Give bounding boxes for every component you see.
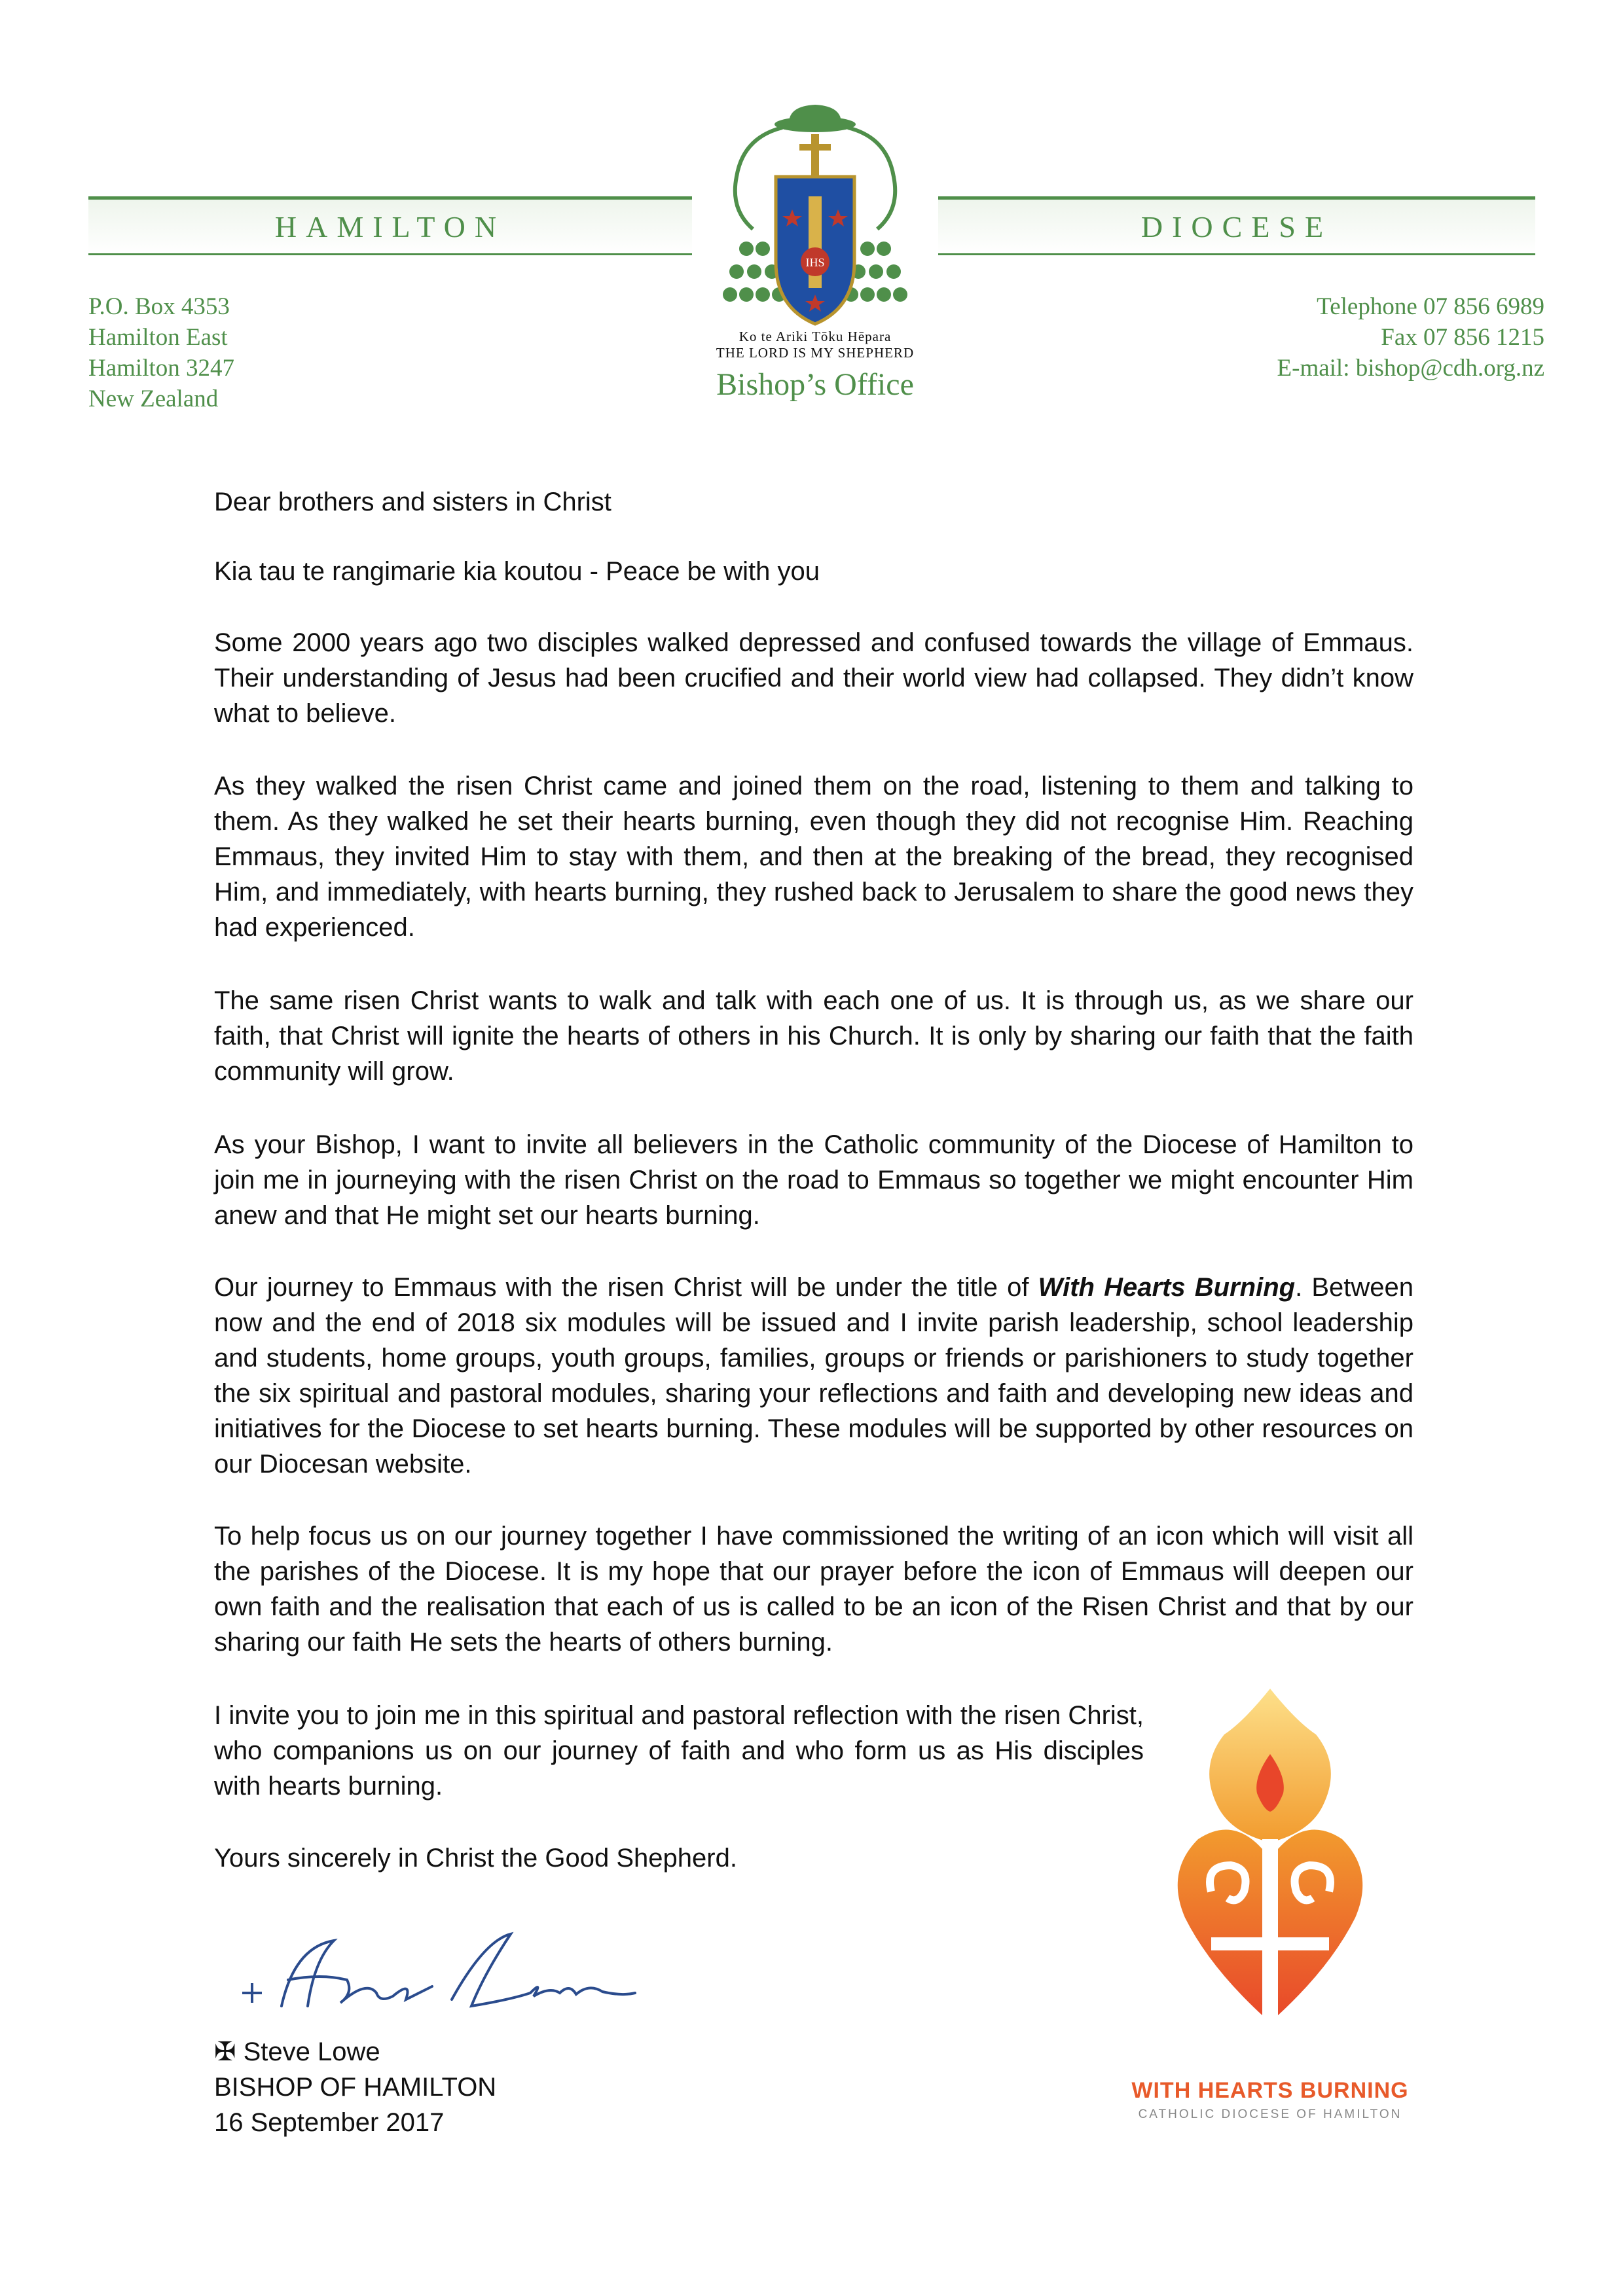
paragraph-4 (214, 1127, 1413, 1233)
paragraph-text (214, 1270, 1413, 1482)
salutation (214, 484, 1413, 520)
office-title: Bishop’s Office (716, 367, 914, 402)
crest-motto-maori: Ko te Ariki Tōku Hēpara (739, 329, 892, 344)
paragraph-5-lead: Our journey to Emmaus with the risen Christ will be under the title of (214, 1273, 1038, 1302)
logo-title: WITH HEARTS BURNING (1131, 2078, 1409, 2103)
paragraph-text: Some 2000 years ago two disciples walked depressed and confused towards the village of Emmaus. Their understanding of Jesus had been crucified and their world view had collapsed. They didn’t know what to believe. (214, 628, 1413, 728)
paragraph-text: I invite you to join me in this spiritual and pastoral reflection with the risen Christ, who companions us on our journey of faith and who form us as His disciples with hearts burning. (214, 1701, 1144, 1801)
paragraph-text: As your Bishop, I want to invite all believers in the Catholic community of the Diocese of Hamilton to join me in journeying with the risen Christ on the road to Emmaus so together we might encounter Him anew and that He might set our hearts burning. (214, 1130, 1413, 1230)
contact-details (1277, 291, 1544, 384)
postal-address (88, 291, 234, 414)
salutation-text: Dear brothers and sisters in Christ (214, 488, 611, 516)
closing (214, 1840, 1144, 1876)
paragraph-5-rest: . Between now and the end of 2018 six modules will be issued and I invite parish leadership, school leadership and students, home groups, youth groups, families, groups or friends or parishioners to study together the six spiritual and pastoral modules, sharing your reflections and faith and developing new ideas and initiatives for the Diocese to set hearts burning. These modules will be supported by other resources on our Diocesan website. (214, 1273, 1414, 1479)
address-line: Hamilton East (88, 324, 228, 351)
signoff-block (214, 2034, 496, 2140)
svg-text:IHS: IHS (805, 256, 825, 269)
paragraph-2 (214, 768, 1413, 945)
crest-motto (701, 329, 930, 361)
banner-diocese (938, 196, 1535, 255)
letter-date: 16 September 2017 (214, 2108, 445, 2137)
closing-text: Yours sincerely in Christ the Good Shepherd. (214, 1844, 737, 1873)
email-line: E-mail: bishop@cdh.org.nz (1277, 355, 1544, 382)
paragraph-7 (214, 1698, 1144, 1804)
paragraph-6 (214, 1518, 1413, 1660)
banner-diocese-text: DIOCESE (1140, 209, 1333, 243)
programme-title: With Hearts Burning (1038, 1273, 1296, 1302)
signatory-name: ✠ Steve Lowe (214, 2037, 380, 2066)
signature-image (236, 1921, 642, 2032)
paragraph-1 (214, 625, 1413, 731)
paragraph-5 (214, 1270, 1413, 1482)
paragraph-3 (214, 983, 1413, 1089)
crest-motto-english: THE LORD IS MY SHEPHERD (716, 345, 915, 361)
address-line: Hamilton 3247 (88, 355, 235, 382)
address-line: P.O. Box 4353 (88, 293, 230, 320)
paragraph-text: To help focus us on our journey together I have commissioned the writing of an icon which will visit all the parishes of the Diocese. It is my hope that our prayer before the icon of Emmaus will deepen our own faith and the realisation that each of us is called to be an icon of the Risen Christ and that by our sharing our faith He sets the hearts of others burning. (214, 1522, 1413, 1657)
fax-line: Fax 07 856 1215 (1381, 324, 1544, 351)
telephone-line: Telephone 07 856 6989 (1317, 293, 1544, 320)
greeting (214, 554, 1413, 589)
banner-hamilton (88, 196, 692, 255)
paragraph-text: As they walked the risen Christ came and joined them on the road, listening to them and talking to them. As they walked he set their hearts burning, even though they did not recognise Him. Reaching Emmaus, they invited Him to stay with them, and then at the breaking of the bread, they recognised Him, and immediately, with hearts burning, they rushed back to Jerusalem to share the good news they had experienced. (214, 772, 1413, 942)
greeting-text: Kia tau te rangimarie kia koutou - Peace be with you (214, 557, 820, 586)
address-line: New Zealand (88, 386, 219, 412)
hearts-burning-logo-icon (1165, 1682, 1375, 2049)
signatory-title: BISHOP OF HAMILTON (214, 2073, 497, 2102)
banner-hamilton-text: HAMILTON (274, 209, 506, 243)
logo-subtitle: CATHOLIC DIOCESE OF HAMILTON (1138, 2108, 1402, 2121)
paragraph-text: The same risen Christ wants to walk and talk with each one of us. It is through us, as we share our faith, that Christ will ignite the hearts of others in his Church. It is only by sharing our faith that the faith community will grow. (214, 986, 1413, 1086)
